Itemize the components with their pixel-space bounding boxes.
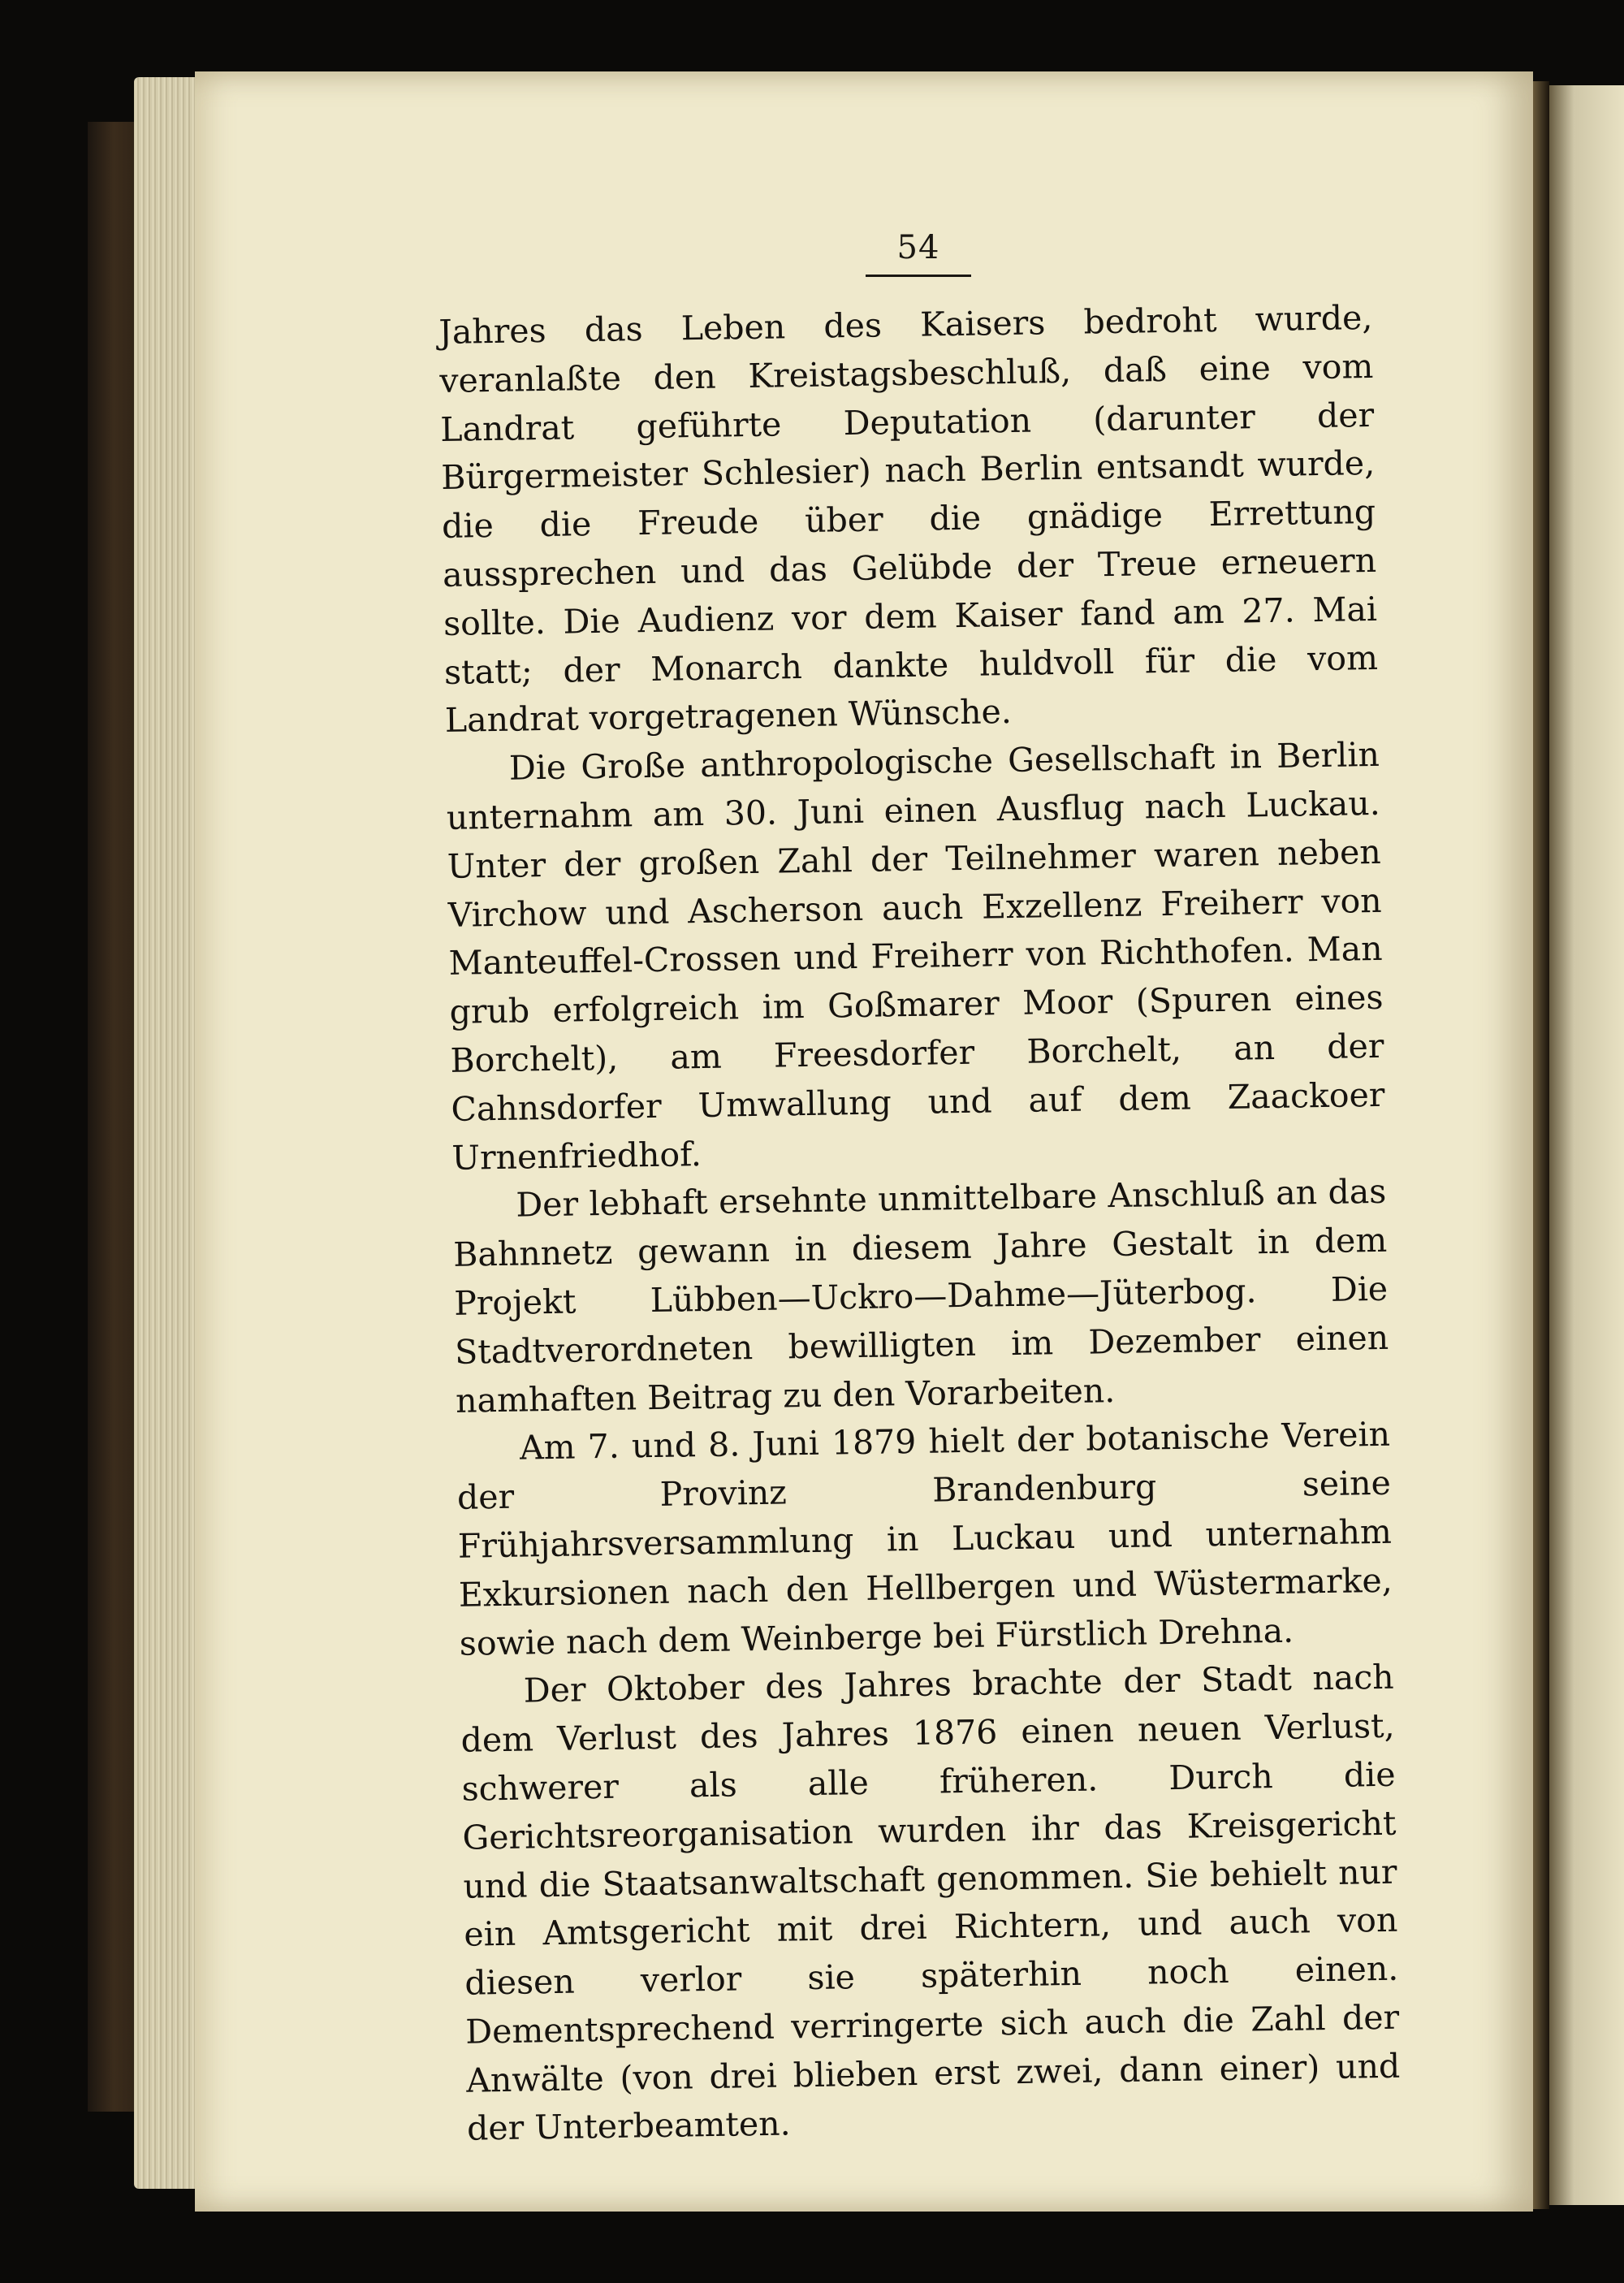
facing-page-edge <box>1547 85 1624 2205</box>
paragraph-3: Der lebhaft ersehnte unmittelbare Anschluß an das Bahnnetz gewann in diesem Jahre Gestalt in dem Projekt Lübben—Uckro—Dahme—Jüterbog. Die Stadtverordneten bewilligten im Dezember einen namhaften Beitrag zu den Vorarbeiten. <box>452 1172 1389 1420</box>
book-gutter <box>1533 81 1549 2209</box>
page-number: 54 <box>896 229 940 266</box>
page-number-rule <box>866 275 971 277</box>
paragraph-1: Jahres das Leben des Kaisers bedroht wurde, veranlaßte den Kreistagsbeschluß, daß eine vom Landrat geführte Deputation (darunter der Bürgermeister Schlesier) nach Berlin entsandt wurde, die die Freude über die gnädige Errettung aussprechen und das Gelübde der Treue erneuern sollte. Die Audienz vor dem Kaiser fand am 27. Mai statt; der Monarch dankte huldvoll für die vom Landrat vorgetragenen Wünsche. <box>438 297 1379 741</box>
paragraph-2: Die Große anthropologische Gesellschaft in Berlin unternahm am 30. Juni einen Ausflug nach Luckau. Unter der großen Zahl der Teilnehmer waren neben Virchow und Ascherson auch Exzellenz Freiherr von Manteuffel-Crossen und Freiherr von Richthofen. Man grub erfolgreich im Goßmarer Moor (Spuren eines Borchelt), am Freesdorfer Borchelt, an der Cahnsdorfer Umwallung und auf dem Zaackoer Urnenfriedhof. <box>446 735 1385 1178</box>
paragraph-4: Am 7. und 8. Juni 1879 hielt der botanische Verein der Provinz Brandenburg seine Frühjahrsversammlung in Luckau und unternahm Exkursionen nach den Hellbergen und Wüstermarke, sowie nach dem Weinberge bei Fürstlich Drehna. <box>456 1415 1393 1663</box>
paragraph-5: Der Oktober des Jahres brachte der Stadt nach dem Verlust des Jahres 1876 einen neuen Verlust, schwerer als alle früheren. Durch die Gerichtsreorganisation wurden ihr das Kreisgericht und die Staatsanwaltschaft genommen. Sie behielt nur ein Amtsgericht mit drei Richtern, und auch von diesen verlor sie späterhin noch einen. Dementsprechend verringerte sich auch die Zahl der Anwälte (von drei blieben erst zwei, dann einer) und der Unterbeamten. <box>460 1658 1401 2149</box>
page-body-text <box>438 294 1402 2154</box>
